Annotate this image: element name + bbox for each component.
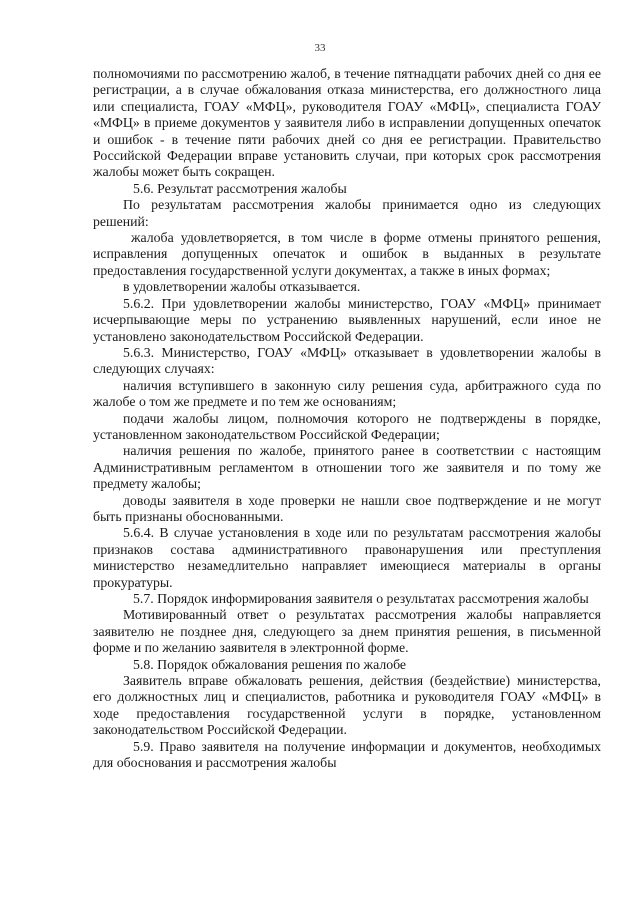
paragraph-continuation: полномочиями по рассмотрению жалоб, в течение пятнадцати рабочих дней со дня ее регистрации, а в случае обжалования отказа министерства, его должностного лица или специалиста, ГОАУ «МФЦ», руководителя ГОАУ «МФЦ», специалиста ГОАУ «МФЦ» в приеме документов у заявителя либо в исправлении допущенных опечаток и ошибок - в течение пяти рабочих дней со дня ее регистрации. Правительство Российской Федерации вправе установить случаи, при которых срок рассмотрения жалобы может быть сокращен. xyxy=(93,66,601,180)
document-body xyxy=(93,66,601,771)
paragraph-5-6-2: 5.6.2. При удовлетворении жалобы министерство, ГОАУ «МФЦ» принимает исчерпывающие меры по устранению выявленных нарушений, если иное не установлено законодательством Российской Федерации. xyxy=(93,295,601,344)
list-item: наличия решения по жалобе, принятого ранее в соответствии с настоящим Административным регламентом в отношении того же заявителя и по тому же предмету жалобы; xyxy=(93,443,601,492)
list-item: жалоба удовлетворяется, в том числе в форме отмены принятого решения, исправления допущенных опечаток и ошибок в выданных в результате предоставления государственной услуги документах, а также в иных формах; xyxy=(93,230,601,278)
page-number: 33 xyxy=(314,42,326,54)
section-heading-5-9: 5.9. Право заявителя на получение информации и документов, необходимых для обоснования и рассмотрения жалобы xyxy=(93,738,601,771)
section-heading-5-8: 5.8. Порядок обжалования решения по жалобе xyxy=(133,656,407,672)
section-heading-5-7: 5.7. Порядок информирования заявителя о результатах рассмотрения жалобы xyxy=(133,591,589,606)
paragraph: Заявитель вправе обжаловать решения, действия (бездействие) министерства, его должностных лиц и специалистов, работника и руководителя ГОАУ «МФЦ» в ходе предоставления государственной услуги в порядке, установленном законодательством Российской Федерации. xyxy=(93,673,601,738)
section-heading-5-6: 5.6. Результат рассмотрения жалобы xyxy=(133,180,347,196)
paragraph: По результатам рассмотрения жалобы принимается одно из следующих решений: xyxy=(93,197,601,229)
paragraph-5-6-3: 5.6.3. Министерство, ГОАУ «МФЦ» отказывает в удовлетворении жалобы в следующих случаях: xyxy=(93,344,601,377)
list-item: в удовлетворении жалобы отказывается. xyxy=(123,279,361,295)
list-item: наличия вступившего в законную силу решения суда, арбитражного суда по жалобе о том же предмете и по тем же основаниям; xyxy=(93,377,601,410)
paragraph: Мотивированный ответ о результатах рассмотрения жалобы направляется заявителю не позднее дня, следующего за днем принятия решения, в письменной форме и по желанию заявителя в электронной форме. xyxy=(93,607,601,656)
list-item: подачи жалобы лицом, полномочия которого не подтверждены в порядке, установленном законодательством Российской Федерации; xyxy=(93,410,601,442)
list-item: доводы заявителя в ходе проверки не нашли свое подтверждение и не могут быть признаны обоснованными. xyxy=(93,492,601,524)
paragraph-5-6-4: 5.6.4. В случае установления в ходе или по результатам рассмотрения жалобы признаков состава административного правонарушения или преступления министерство незамедлительно направляет имеющиеся материалы в органы прокуратуры. xyxy=(93,525,601,590)
